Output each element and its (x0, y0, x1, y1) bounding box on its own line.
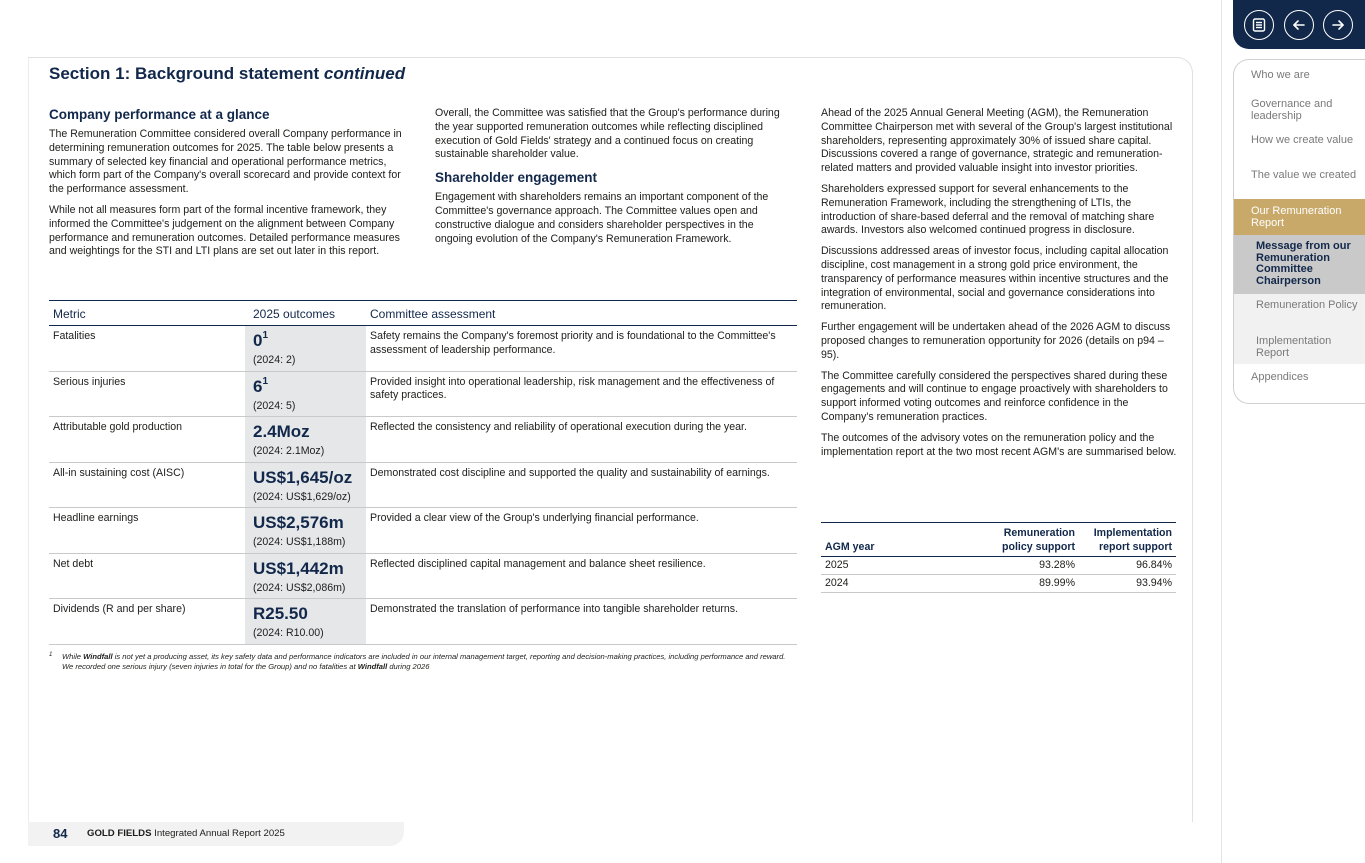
column-header-agm-year: AGM year (821, 523, 991, 557)
metric-cell: Net debt (49, 553, 245, 599)
table-header-row (49, 301, 797, 326)
contents-button[interactable] (1244, 10, 1274, 40)
page-title: Section 1: Background statement continued (49, 64, 406, 83)
shareholder-engagement-heading: Shareholder engagement (435, 170, 598, 186)
outcome-cell (245, 508, 366, 554)
table-row (49, 462, 797, 508)
table-row (49, 417, 797, 463)
assessment-cell: Demonstrated the translation of performance into tangible shareholder returns. (366, 599, 797, 645)
implementation-support-cell: 93.94% (1079, 575, 1176, 593)
outcome-value: $0^1$ (253, 330, 269, 350)
contents-icon (1251, 17, 1267, 33)
column-header-implementation-support: Implementation report support (1079, 523, 1176, 557)
assessment-cell: Safety remains the Company's foremost priority and is foundational to the Committee's assessment of leadership performance. (366, 326, 797, 372)
prior-year-value: (2024: 5) (253, 399, 296, 412)
prior-year-value: (2024: R10.00) (253, 627, 324, 639)
table-row (821, 557, 1176, 575)
assessment-cell: Provided a clear view of the Group's underlying financial performance. (366, 508, 797, 554)
next-page-button[interactable] (1323, 10, 1353, 40)
metric-cell: Attributable gold production (49, 417, 245, 463)
outcome-value: R25.50 (253, 604, 308, 623)
metric-cell: All-in sustaining cost (AISC) (49, 462, 245, 508)
nav-divider (1221, 0, 1222, 863)
col2-paragraph-1: Overall, the Committee was satisfied that the Group's performance during the year supported remuneration outcomes while reflecting disciplined execution of Gold Fields' strategy and a continued focus on creating sustainable shareholder value. (435, 107, 780, 161)
policy-support-cell: 89.99% (991, 575, 1079, 593)
column-header-outcomes: 2025 outcomes (245, 301, 366, 326)
assessment-cell: Reflected disciplined capital management and balance sheet resilience. (366, 553, 797, 599)
column-1 (49, 107, 405, 266)
policy-support-cell: 93.28% (991, 557, 1079, 575)
table-row (49, 371, 797, 417)
nav-item-create-value[interactable]: How we create value (1251, 134, 1354, 146)
column-header-metric: Metric (49, 301, 245, 326)
outcome-cell (245, 417, 366, 463)
outcome-cell (245, 553, 366, 599)
footnote: 1 While Windfall is not yet a producing asset, its key safety data and performance indicators are included in our internal management target, reporting and decision-making practices, including performance and reward. We recorded one serious injury (seven injuries in total for the Group) and no fatalities at Windfall during 2026 (49, 652, 786, 671)
prior-year-value: (2024: US$1,188m) (253, 536, 346, 548)
column-2 (435, 107, 790, 253)
table-row (821, 575, 1176, 593)
outcome-value: US$2,576m (253, 513, 344, 532)
arrow-left-icon (1291, 17, 1307, 33)
table-header-row (821, 523, 1176, 557)
prior-year-value: (2024: 2) (253, 354, 296, 366)
implementation-support-cell: 96.84% (1079, 557, 1176, 575)
assessment-cell: Reflected the consistency and reliability of operational execution during the year. (366, 417, 797, 463)
outcome-cell (245, 326, 366, 372)
prior-year-value: (2024: 2.1Moz) (253, 445, 325, 457)
nav-subitem-chairperson-message-label: Message from our Remuneration Committee Chairperson (1256, 240, 1351, 287)
table-row (49, 508, 797, 554)
assessment-cell: Provided insight into operational leadership, risk management and the effectiveness of safety practices. (366, 371, 797, 417)
nav-subitem-implementation-report[interactable]: Implementation Report (1256, 335, 1332, 359)
col3-paragraph-2: Shareholders expressed support for several enhancements to the Remuneration Framework, including the strengthening of LTIs, the introduction of share-based deferral and the removal of matching share awards. Investors also welcomed continued progress in disclosure. (821, 182, 1155, 237)
agm-year-cell: 2024 (821, 575, 991, 593)
footnote-mark: 1 (49, 652, 53, 658)
company-performance-heading: Company performance at a glance (49, 107, 270, 122)
metric-cell: Serious injuries (49, 371, 245, 417)
nav-item-appendices[interactable]: Appendices (1251, 371, 1309, 383)
outcome-value: US$1,442m (253, 558, 344, 578)
col3-paragraph-5: The Committee carefully considered the perspectives shared during these engagements and will continue to engage proactively with shareholders to support informed voting outcomes and reinforce confidence in the Company's remuneration practices. (821, 369, 1168, 423)
nav-item-governance[interactable]: Governance and leadership (1251, 98, 1333, 122)
col2-paragraph-2: Engagement with shareholders remains an important component of the Committee's governance approach. The Committee values open and constructive dialogue and considers shareholder perspectives in the ongoing evolution of the Company's Remuneration Framework. (435, 191, 769, 245)
outcome-value: US$1,645/oz (253, 467, 353, 487)
outcome-cell (245, 462, 366, 508)
page-number: 84 (53, 826, 68, 841)
metric-cell: Dividends (R and per share) (49, 599, 245, 645)
nav-item-value-created[interactable]: The value we created (1251, 169, 1357, 181)
agm-year-cell: 2025 (821, 557, 991, 575)
table-row (49, 326, 797, 372)
table-row (49, 599, 797, 645)
column-3 (821, 107, 1177, 466)
col3-paragraph-4: Further engagement will be undertaken ahead of the 2026 AGM to discuss proposed changes to remuneration opportunity for 2026 (details on p94 – 95). (821, 321, 1171, 361)
metric-cell: Fatalities (49, 326, 245, 372)
col3-paragraph-3: Discussions addressed areas of investor focus, including capital allocation discipline, cost management in a strong gold price environment, the transparency of performance measures within incentive structures and the integration of environmental, social and governance considerations into remuneration. (821, 245, 1169, 313)
metric-cell: Headline earnings (49, 508, 245, 554)
col3-paragraph-1: Ahead of the 2025 Annual General Meeting (AGM), the Remuneration Committee Chairperson met with several of the Group's largest institutional shareholders, representing approximately 30% of issued share capital. Discussions covered a range of governance, strategic and remuneration-related matters and provided valuable insight into investor priorities. (821, 107, 1173, 175)
agm-votes-table (821, 522, 1176, 593)
column-header-assessment: Committee assessment (366, 301, 797, 326)
footer-brand: GOLD FIELDS Integrated Annual Report 2025 (87, 828, 285, 839)
nav-item-who-we-are[interactable]: Who we are (1251, 69, 1310, 81)
column-header-policy-support: Remuneration policy support (991, 523, 1079, 557)
table-row (49, 553, 797, 599)
arrow-right-icon (1330, 17, 1346, 33)
assessment-cell: Demonstrated cost discipline and supported the quality and sustainability of earnings. (366, 462, 797, 508)
prior-year-value: (2024: US$1,629/oz) (253, 490, 351, 503)
outcome-value: $6^1$ (253, 375, 269, 396)
col1-paragraph-1: The Remuneration Committee considered overall Company performance in determining remuneration outcomes for 2025. The table below presents a summary of selected key financial and operational performance metrics, which form part of the Company's overall scorecard and provide context for the performance assessment. (49, 128, 402, 196)
previous-page-button[interactable] (1284, 10, 1314, 40)
nav-subitem-remuneration-policy[interactable]: Remuneration Policy (1256, 299, 1358, 311)
col3-paragraph-6: The outcomes of the advisory votes on the remuneration policy and the implementation report at the two most recent AGM's are summarised below. (821, 431, 1177, 458)
nav-toolbar (1233, 0, 1365, 49)
performance-metrics-table (49, 300, 797, 645)
outcome-cell (245, 371, 366, 417)
outcome-cell (245, 599, 366, 645)
col1-paragraph-2: While not all measures form part of the formal incentive framework, they informed the Committee's judgement on the alignment between Company performance and remuneration outcomes. Detailed performance measures and weightings for the STI and LTI plans are set out later in this report. (49, 203, 400, 258)
nav-item-remuneration-report-label: Our Remuneration Report (1251, 205, 1342, 229)
prior-year-value: (2024: US$2,086m) (253, 581, 346, 594)
outcome-value: 2.4Moz (253, 422, 310, 441)
